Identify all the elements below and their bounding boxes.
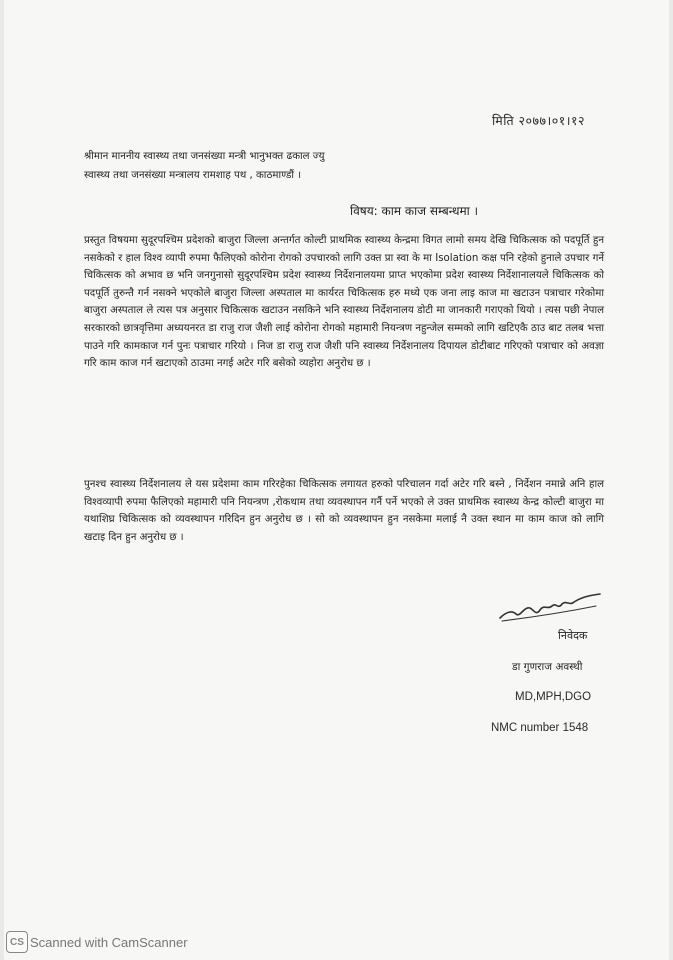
scanned-letter-page (4, 0, 669, 960)
signature-caption: निवेदक (558, 629, 588, 642)
signer-nmc-number: NMC number 1548 (491, 722, 589, 734)
signer-degrees: MD,MPH,DGO (515, 691, 592, 703)
addressee-line: श्रीमान माननीय स्वास्थ्य तथा जनसंख्या मन्त्री भानुभक्त ढकाल ज्यु (84, 151, 325, 162)
addressee-block (84, 147, 644, 185)
signer-name: डा गुणराज अवस्थी (512, 661, 583, 673)
letter-paragraph: पुनश्च स्वास्थ्य निर्देशनालय ले यस प्रदेशमा काम गरिरहेका चिकित्सक लगायत हरुको परिचालन गर्दा अटेर गरि बस्ने , निर्देशन नमान्ने अनि हाल विश्वव्यापी रुपमा फैलिएको महामारी पनि नियन्त्रण ,रोकथाम तथा व्यवस्थापन गर्नै पर्ने भएको ले उक्त प्राथमिक स्वास्थ्य केन्द्र कोल्टी बाजुरा मा यथाशिघ्र चिकित्सक को व्यवस्थापन गरिदिन हुन अनुरोध छ । सो को व्यवस्थापन हुन नसकेमा मलाई नै उक्त स्थान मा काम काज को लागि खटाइ दिन हुन अनुरोध छ । (84, 479, 604, 543)
camscanner-watermark (6, 930, 188, 954)
camscanner-logo-icon: CS (6, 931, 28, 953)
letter-date: मिति २०७७।०१।१२ (492, 113, 586, 128)
watermark-text: Scanned with CamScanner (30, 934, 188, 950)
letter-subject: विषय: काम काज सम्बन्धमा । (350, 204, 479, 218)
handwritten-signature (496, 588, 606, 628)
letter-paragraph: प्रस्तुत विषयमा सुदूरपश्चिम प्रदेशको बाजुरा जिल्ला अन्तर्गत कोल्टी प्राथमिक स्वास्थ्य केन्द्रमा विगत लामो समय देखि चिकित्सक को पदपूर्ति हुन नसकेको र हाल विश्व व्यापी रुपमा फैलिएको कोरोना रोगको उपचारको लागि उक्त प्रा स्वा के मा Isolation कक्ष पनि रहेको हुनाले उपचार गर्ने चिकित्सक को अभाव छ भनि जनगुनासो सुदूरपश्चिम प्रदेश स्वास्थ्य निर्देशनालयमा प्राप्त भएकोमा प्रदेश स्वास्थ्य निर्देशानालयले चिकित्सक को पदपूर्ति तुरुन्तै गर्न नसक्ने भएकोले बाजुरा जिल्ला अस्पताल मा कार्यरत चिकित्सक हरु मध्ये एक जना लाइ काज मा खटाउन पत्राचार गरेकोमा बाजुरा अस्पताल ले त्यस पत्र अनुसार चिकित्सक खटाउन नसकिने भनि स्वास्थ्य निर्देशनालय डोटी मा जानकारी गराएको थियो । त्यस पछी नेपाल सरकारको छात्रवृत्तिमा अध्ययनरत डा राजु राज जैशी लाई कोरोना रोगको महामारी नियन्त्रण नहुन्जेल सम्मको लागि खटिएकै ठाउ बाट तलब भत्ता पाउने गरि कामकाज गर्न पुनः पत्राचार गरियो । निज डा राजु राज जैशी पनि स्वास्थ्य निर्देशनालय दिपायल डोटीबाट गरिएको पत्राचार को अवज्ञा गरि काम काज गर्न खटाएको ठाउमा नगई अटेर गरि बसेको व्यहोरा अनुरोध छ । (84, 235, 604, 370)
addressee-line: स्वास्थ्य तथा जनसंख्या मन्त्रालय रामशाह पथ , काठमाण्डौं । (84, 170, 302, 181)
